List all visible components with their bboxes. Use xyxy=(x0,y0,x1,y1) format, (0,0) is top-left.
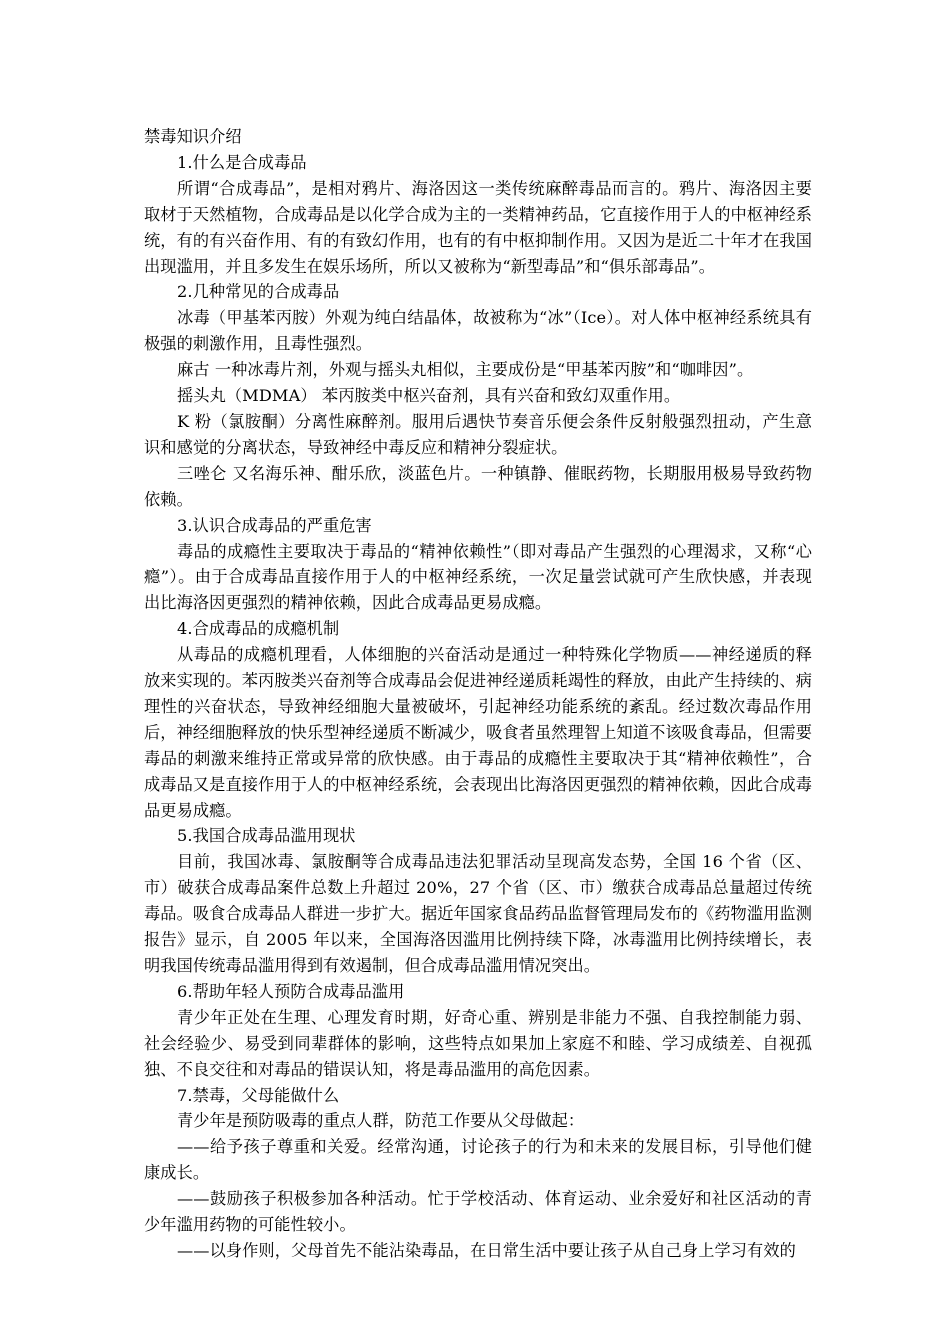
section-heading-6: 6.帮助年轻人预防合成毒品滥用 xyxy=(177,981,405,1001)
document-title: 禁毒知识介绍 xyxy=(144,127,242,146)
section-heading-1: 1.什么是合成毒品 xyxy=(177,152,307,172)
section-heading-7: 7.禁毒，父母能做什么 xyxy=(177,1085,340,1105)
section-heading-2: 2.几种常见的合成毒品 xyxy=(177,282,340,302)
paragraph: 青少年是预防吸毒的重点人群，防范工作要从父母做起： xyxy=(177,1111,585,1131)
paragraph: 摇头丸（MDMA） 苯丙胺类中枢兴奋剂，具有兴奋和致幻双重作用。 xyxy=(177,386,681,406)
document-body xyxy=(144,124,812,1264)
paragraph: 目前，我国冰毒、氯胺酮等合成毒品违法犯罪活动呈现高发态势，全国 16 个省（区、市）破获合成毒品案件总数上升超过 20%，27 个省（区、市）缴获合成毒品总量超过传统毒品。吸食合成毒品人群进一步扩大。据近年国家食品药品监督管理局发布的《药物滥用监测报告》显示，自 2005 年以来，全国海洛因滥用比例持续下降，冰毒滥用比例持续增长，表明我国传统毒品滥用得到有效遏制，但合成毒品滥用情况突出。 xyxy=(144,852,812,975)
paragraph: 三唑仑 又名海乐神、酣乐欣，淡蓝色片。一种镇静、催眠药物，长期服用极易导致药物依赖。 xyxy=(144,463,812,509)
section-heading-5: 5.我国合成毒品滥用现状 xyxy=(177,826,356,846)
section-heading-3: 3.认识合成毒品的严重危害 xyxy=(177,515,372,535)
list-item: ——给予孩子尊重和关爱。经常沟通，讨论孩子的行为和未来的发展目标，引导他们健康成长。 xyxy=(144,1137,812,1183)
paragraph: 从毒品的成瘾机理看，人体细胞的兴奋活动是通过一种特殊化学物质——神经递质的释放来实现的。苯丙胺类兴奋剂等合成毒品会促进神经递质耗竭性的释放，由此产生持续的、病理性的兴奋状态，导致神经细胞大量被破坏，引起神经功能系统的紊乱。经过数次毒品作用后，神经细胞释放的快乐型神经递质不断减少，吸食者虽然理智上知道不该吸食毒品，但需要毒品的刺激来维持正常或异常的欣快感。由于毒品的成瘾性主要取决于其“精神依赖性”，合成毒品又是直接作用于人的中枢神经系统，会表现出比海洛因更强烈的精神依赖，因此合成毒品更易成瘾。 xyxy=(144,645,812,820)
section-heading-4: 4.合成毒品的成瘾机制 xyxy=(177,619,340,639)
paragraph: 青少年正处在生理、心理发育时期，好奇心重、辨别是非能力不强、自我控制能力弱、社会经验少、易受到同辈群体的影响，这些特点如果加上家庭不和睦、学习成绩差、自视孤独、不良交往和对毒品的错误认知，将是毒品滥用的高危因素。 xyxy=(144,1007,812,1079)
paragraph: 麻古 一种冰毒片剂，外观与摇头丸相似，主要成份是“甲基苯丙胺”和“咖啡因”。 xyxy=(177,360,754,380)
paragraph: K 粉（氯胺酮）分离性麻醉剂。服用后遇快节奏音乐便会条件反射般强烈扭动，产生意识和感觉的分离状态，导致神经中毒反应和精神分裂症状。 xyxy=(144,411,812,457)
paragraph: 所谓“合成毒品”，是相对鸦片、海洛因这一类传统麻醉毒品而言的。鸦片、海洛因主要取材于天然植物，合成毒品是以化学合成为主的一类精神药品，它直接作用于人的中枢神经系统，有的有兴奋作用、有的有致幻作用，也有的有中枢抑制作用。又因为是近二十年才在我国出现滥用，并且多发生在娱乐场所，所以又被称为“新型毒品”和“俱乐部毒品”。 xyxy=(144,178,812,276)
paragraph: 冰毒（甲基苯丙胺）外观为纯白结晶体，故被称为“冰”（Ice）。对人体中枢神经系统具有极强的刺激作用，且毒性强烈。 xyxy=(144,308,812,354)
list-item: ——以身作则，父母首先不能沾染毒品，在日常生活中要让孩子从自己身上学习有效的 xyxy=(177,1240,796,1260)
list-item: ——鼓励孩子积极参加各种活动。忙于学校活动、体育运动、业余爱好和社区活动的青少年滥用药物的可能性较小。 xyxy=(144,1189,812,1235)
paragraph: 毒品的成瘾性主要取决于毒品的“精神依赖性”（即对毒品产生强烈的心理渴求，又称“心瘾”）。由于合成毒品直接作用于人的中枢神经系统，一次足量尝试就可产生欣快感，并表现出比海洛因更强烈的精神依赖，因此合成毒品更易成瘾。 xyxy=(144,541,812,613)
